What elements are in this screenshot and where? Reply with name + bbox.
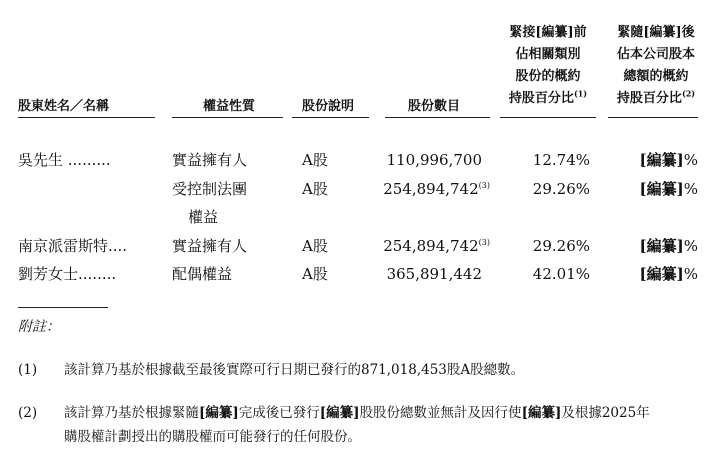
row-3-after: [編纂]%: [639, 237, 698, 255]
header-after: [606, 22, 706, 110]
note-2-line-2: 購股權計劃授出的購股權而可能發行的任何股份。: [64, 429, 361, 445]
header-before-line-2: 佔相關類別: [515, 47, 581, 62]
row-2-count: 254,894,742$^{(3)}$: [383, 180, 490, 198]
header-rule-count: [385, 117, 490, 118]
note-1-text: 該計算乃基於根據截至最後實際可行日期已發行的871,018,453股A股總數。: [64, 362, 525, 378]
row-1-before: 12.74%: [532, 151, 590, 169]
footnote-ref: (3): [478, 238, 490, 247]
row-3-desc: A股: [302, 237, 328, 255]
header-before-line-4: 持股百分比$^{(1)}$: [508, 88, 588, 106]
header-rule-description: [292, 117, 369, 118]
note-2-number: (2): [18, 405, 38, 421]
row-1-nature: 實益擁有人: [172, 151, 248, 169]
header-rule-nature: [172, 117, 283, 118]
header-before-line-1: 緊接[編纂]前: [509, 25, 587, 40]
row-4-nature: 配偶權益: [172, 265, 233, 283]
row-3-count: 254,894,742$^{(3)}$: [383, 237, 490, 255]
header-after-line-1: 緊隨[編纂]後: [617, 25, 695, 40]
header-rule-holder: [18, 117, 155, 118]
row-1-holder: 吳先生 .........: [18, 151, 111, 169]
footnote-ref: (3): [478, 181, 490, 190]
row-1-count: 110,996,700: [386, 151, 482, 169]
row-3-nature: 實益擁有人: [172, 237, 248, 255]
note-1-number: (1): [18, 362, 38, 378]
header-rule-before: [500, 117, 596, 118]
header-description: 股份說明: [302, 99, 355, 114]
row-2-desc: A股: [302, 180, 328, 198]
row-2-nature: 受控制法團: [172, 180, 248, 198]
header-before-line-3: 股份的概約: [515, 69, 581, 84]
footnote-ref: (2): [681, 88, 696, 99]
row-4-before: 42.01%: [532, 265, 590, 283]
header-holder: 股東姓名／名稱: [18, 99, 110, 114]
note-2-line-1: 該計算乃基於根據緊隨[編纂]完成後已發行[編纂]股股份總數並無計及因行使[編纂]及根據2025年: [64, 405, 650, 421]
row-4-desc: A股: [302, 265, 328, 283]
notes-title: 附註：: [18, 319, 60, 335]
row-3-before: 29.26%: [532, 237, 590, 255]
row-1-desc: A股: [302, 151, 328, 169]
header-nature: 權益性質: [203, 99, 256, 114]
notes-separator: [18, 307, 108, 308]
header-after-line-4: 持股百分比$^{(2)}$: [616, 88, 696, 106]
row-1-after: [編纂]%: [639, 151, 698, 169]
header-after-line-3: 總額的概約: [623, 69, 689, 84]
row-4-holder: 劉芳女士........: [18, 265, 117, 283]
row-2-before: 29.26%: [532, 180, 590, 198]
row-4-count: 365,891,442: [386, 265, 482, 283]
header-rule-after: [608, 117, 698, 118]
header-count: 股份數目: [408, 99, 461, 114]
row-3-holder: 南京派雷斯特....: [18, 237, 128, 255]
header-before: [498, 22, 598, 110]
row-2-nature-cont: 權益: [188, 208, 219, 226]
row-4-after: [編纂]%: [639, 265, 698, 283]
footnote-ref: (1): [573, 88, 588, 99]
header-after-line-2: 佔本公司股本: [616, 47, 695, 62]
row-2-after: [編纂]%: [639, 180, 698, 198]
